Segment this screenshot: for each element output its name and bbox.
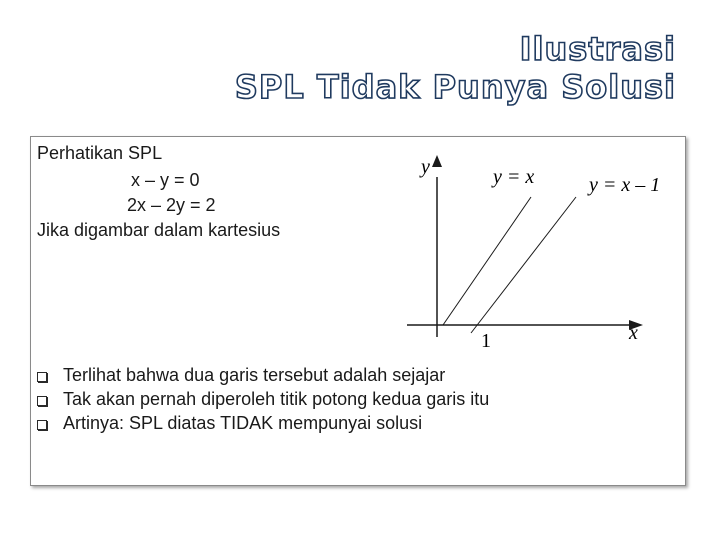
bullet-icon — [37, 420, 47, 430]
bullet-icon — [37, 396, 47, 406]
line1-label: y = x — [493, 166, 535, 188]
line2-label: y = x – 1 — [589, 174, 661, 196]
x-tick-label: 1 — [481, 330, 491, 352]
slide-title-line2: SPL Tidak Punya Solusi — [234, 68, 676, 106]
intro-heading: Perhatikan SPL — [37, 143, 163, 163]
intro-caption: Jika digambar dalam kartesius — [37, 220, 281, 240]
x-axis-label: x — [629, 322, 638, 344]
equation-2: 2x – 2y = 2 — [127, 195, 216, 215]
bullet-text: Artinya: SPL diatas TIDAK mempunyai solusi — [63, 413, 423, 433]
bullet-text: Tak akan pernah diperoleh titik potong kedua garis itu — [63, 389, 490, 409]
line-y-equals-x-minus-1 — [471, 197, 576, 333]
equation-1: x – y = 0 — [131, 170, 200, 190]
y-axis-label: y — [421, 156, 430, 178]
y-axis-arrow — [432, 155, 442, 167]
cartesian-graph — [31, 137, 687, 487]
bullet-text: Terlihat bahwa dua garis tersebut adalah sejajar — [63, 365, 446, 385]
slide-title-line1: Ilustrasi — [519, 30, 676, 68]
bullet-icon — [37, 372, 47, 382]
line-y-equals-x — [443, 197, 531, 325]
content-frame — [30, 136, 686, 486]
